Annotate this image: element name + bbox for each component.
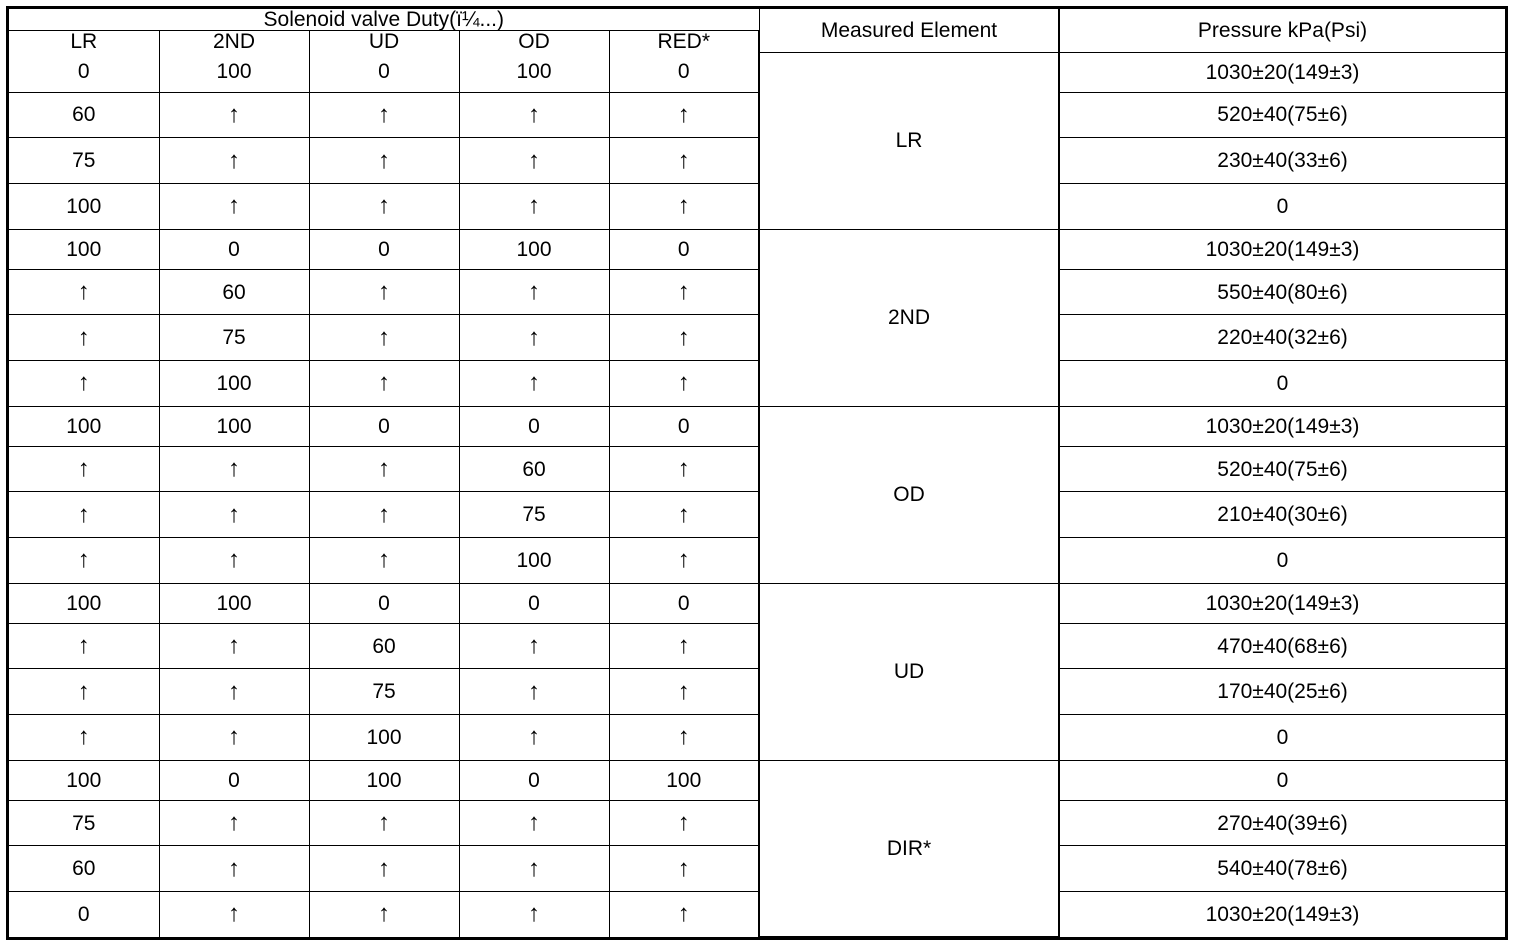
duty-cell-2nd: 0 bbox=[159, 229, 309, 269]
duty-cell-ud: ↑ bbox=[309, 446, 459, 492]
duty-cell-ud: ↑ bbox=[309, 892, 459, 937]
duty-cell-lr: ↑ bbox=[9, 623, 159, 669]
duty-cell-od: ↑ bbox=[459, 715, 609, 761]
duty-cell-ud: 0 bbox=[309, 229, 459, 269]
pressure-cell: 470±40(68±6) bbox=[1059, 623, 1505, 669]
duty-cell-2nd: 0 bbox=[159, 760, 309, 800]
table-row bbox=[9, 229, 1505, 269]
duty-cell-od: ↑ bbox=[459, 623, 609, 669]
duty-cell-2nd: ↑ bbox=[159, 92, 309, 138]
duty-cell-od: 0 bbox=[459, 760, 609, 800]
table-row bbox=[9, 715, 1505, 761]
duty-column-header-lr: LR bbox=[9, 31, 159, 53]
duty-column-header-od: OD bbox=[459, 31, 609, 53]
pressure-cell: 520±40(75±6) bbox=[1059, 92, 1505, 138]
duty-cell-ud: ↑ bbox=[309, 360, 459, 406]
duty-cell-lr: 100 bbox=[9, 406, 159, 446]
duty-cell-red: ↑ bbox=[609, 623, 759, 669]
solenoid-duty-group-header: Solenoid valve Duty(ï¼...) bbox=[9, 9, 759, 31]
duty-cell-lr: ↑ bbox=[9, 269, 159, 315]
measured-element-cell: 2ND bbox=[759, 229, 1059, 406]
pressure-test-table bbox=[6, 6, 1508, 940]
solenoid-duty-table bbox=[9, 9, 1505, 937]
duty-cell-2nd: ↑ bbox=[159, 623, 309, 669]
duty-column-header-ud: UD bbox=[309, 31, 459, 53]
duty-cell-red: ↑ bbox=[609, 183, 759, 229]
duty-cell-red: 100 bbox=[609, 760, 759, 800]
duty-cell-ud: ↑ bbox=[309, 846, 459, 892]
duty-cell-2nd: ↑ bbox=[159, 446, 309, 492]
duty-cell-od: ↑ bbox=[459, 269, 609, 315]
duty-cell-od: ↑ bbox=[459, 669, 609, 715]
duty-cell-ud: ↑ bbox=[309, 269, 459, 315]
pressure-cell: 1030±20(149±3) bbox=[1059, 583, 1505, 623]
table-row bbox=[9, 760, 1505, 800]
duty-cell-2nd: 75 bbox=[159, 315, 309, 361]
duty-cell-lr: 60 bbox=[9, 92, 159, 138]
duty-cell-ud: 100 bbox=[309, 715, 459, 761]
duty-cell-od: 0 bbox=[459, 406, 609, 446]
table-row bbox=[9, 92, 1505, 138]
pressure-cell: 1030±20(149±3) bbox=[1059, 406, 1505, 446]
duty-cell-red: 0 bbox=[609, 52, 759, 92]
table-row bbox=[9, 183, 1505, 229]
duty-cell-2nd: ↑ bbox=[159, 715, 309, 761]
duty-cell-red: ↑ bbox=[609, 138, 759, 184]
duty-cell-red: ↑ bbox=[609, 846, 759, 892]
duty-cell-2nd: ↑ bbox=[159, 892, 309, 937]
duty-cell-od: ↑ bbox=[459, 138, 609, 184]
duty-cell-ud: 75 bbox=[309, 669, 459, 715]
duty-cell-red: ↑ bbox=[609, 800, 759, 846]
table-row bbox=[9, 269, 1505, 315]
duty-cell-2nd: ↑ bbox=[159, 846, 309, 892]
duty-cell-lr: 75 bbox=[9, 800, 159, 846]
duty-cell-ud: ↑ bbox=[309, 800, 459, 846]
duty-cell-2nd: ↑ bbox=[159, 138, 309, 184]
duty-cell-2nd: 100 bbox=[159, 360, 309, 406]
pressure-cell: 0 bbox=[1059, 715, 1505, 761]
duty-cell-red: ↑ bbox=[609, 269, 759, 315]
duty-cell-red: 0 bbox=[609, 583, 759, 623]
pressure-cell: 540±40(78±6) bbox=[1059, 846, 1505, 892]
duty-cell-od: ↑ bbox=[459, 315, 609, 361]
duty-cell-red: ↑ bbox=[609, 892, 759, 937]
duty-cell-lr: ↑ bbox=[9, 537, 159, 583]
table-row bbox=[9, 800, 1505, 846]
duty-cell-ud: 0 bbox=[309, 583, 459, 623]
duty-cell-red: 0 bbox=[609, 406, 759, 446]
duty-cell-od: 60 bbox=[459, 446, 609, 492]
duty-cell-2nd: 100 bbox=[159, 52, 309, 92]
pressure-cell: 230±40(33±6) bbox=[1059, 138, 1505, 184]
duty-cell-red: ↑ bbox=[609, 537, 759, 583]
pressure-cell: 0 bbox=[1059, 360, 1505, 406]
duty-cell-lr: 100 bbox=[9, 583, 159, 623]
table-row bbox=[9, 446, 1505, 492]
table-row bbox=[9, 52, 1505, 92]
duty-cell-ud: ↑ bbox=[309, 492, 459, 538]
pressure-cell: 1030±20(149±3) bbox=[1059, 892, 1505, 937]
table-row bbox=[9, 315, 1505, 361]
duty-cell-2nd: ↑ bbox=[159, 669, 309, 715]
pressure-cell: 0 bbox=[1059, 760, 1505, 800]
duty-cell-ud: ↑ bbox=[309, 138, 459, 184]
duty-cell-lr: 60 bbox=[9, 846, 159, 892]
duty-cell-lr: 0 bbox=[9, 52, 159, 92]
table-row bbox=[9, 846, 1505, 892]
measured-element-header: Measured Element bbox=[759, 9, 1059, 52]
duty-cell-2nd: 100 bbox=[159, 406, 309, 446]
table-row bbox=[9, 360, 1505, 406]
duty-cell-2nd: ↑ bbox=[159, 183, 309, 229]
duty-cell-ud: ↑ bbox=[309, 537, 459, 583]
pressure-cell: 210±40(30±6) bbox=[1059, 492, 1505, 538]
duty-cell-2nd: ↑ bbox=[159, 537, 309, 583]
duty-cell-red: ↑ bbox=[609, 446, 759, 492]
table-row bbox=[9, 583, 1505, 623]
pressure-cell: 520±40(75±6) bbox=[1059, 446, 1505, 492]
table-row bbox=[9, 138, 1505, 184]
duty-cell-2nd: ↑ bbox=[159, 492, 309, 538]
duty-cell-ud: 60 bbox=[309, 623, 459, 669]
pressure-cell: 270±40(39±6) bbox=[1059, 800, 1505, 846]
measured-element-cell: DIR* bbox=[759, 760, 1059, 936]
duty-cell-red: ↑ bbox=[609, 360, 759, 406]
duty-cell-lr: 100 bbox=[9, 229, 159, 269]
pressure-cell: 550±40(80±6) bbox=[1059, 269, 1505, 315]
header-row-1 bbox=[9, 9, 1505, 31]
duty-cell-ud: ↑ bbox=[309, 183, 459, 229]
pressure-cell: 220±40(32±6) bbox=[1059, 315, 1505, 361]
duty-cell-red: 0 bbox=[609, 229, 759, 269]
table-row bbox=[9, 623, 1505, 669]
duty-cell-2nd: 60 bbox=[159, 269, 309, 315]
duty-cell-od: 0 bbox=[459, 583, 609, 623]
duty-cell-lr: ↑ bbox=[9, 315, 159, 361]
pressure-cell: 0 bbox=[1059, 183, 1505, 229]
duty-cell-od: ↑ bbox=[459, 360, 609, 406]
duty-cell-red: ↑ bbox=[609, 492, 759, 538]
pressure-cell: 1030±20(149±3) bbox=[1059, 52, 1505, 92]
duty-cell-ud: 100 bbox=[309, 760, 459, 800]
duty-cell-lr: 100 bbox=[9, 183, 159, 229]
measured-element-cell: UD bbox=[759, 583, 1059, 760]
duty-cell-lr: ↑ bbox=[9, 492, 159, 538]
duty-cell-od: ↑ bbox=[459, 183, 609, 229]
duty-cell-red: ↑ bbox=[609, 92, 759, 138]
duty-cell-od: 100 bbox=[459, 537, 609, 583]
duty-cell-ud: 0 bbox=[309, 52, 459, 92]
table-row bbox=[9, 669, 1505, 715]
duty-cell-od: ↑ bbox=[459, 800, 609, 846]
table-body bbox=[9, 52, 1505, 937]
pressure-cell: 170±40(25±6) bbox=[1059, 669, 1505, 715]
duty-column-header-2nd: 2ND bbox=[159, 31, 309, 53]
duty-cell-lr: ↑ bbox=[9, 446, 159, 492]
duty-cell-2nd: 100 bbox=[159, 583, 309, 623]
table-row bbox=[9, 892, 1505, 937]
duty-cell-red: ↑ bbox=[609, 669, 759, 715]
duty-cell-lr: ↑ bbox=[9, 715, 159, 761]
duty-cell-ud: 0 bbox=[309, 406, 459, 446]
duty-cell-lr: 0 bbox=[9, 892, 159, 937]
table-row bbox=[9, 492, 1505, 538]
pressure-cell: 1030±20(149±3) bbox=[1059, 229, 1505, 269]
duty-cell-lr: ↑ bbox=[9, 669, 159, 715]
duty-cell-od: ↑ bbox=[459, 846, 609, 892]
duty-cell-2nd: ↑ bbox=[159, 800, 309, 846]
duty-cell-ud: ↑ bbox=[309, 315, 459, 361]
duty-cell-od: 100 bbox=[459, 229, 609, 269]
duty-cell-red: ↑ bbox=[609, 715, 759, 761]
measured-element-cell: OD bbox=[759, 406, 1059, 583]
duty-cell-od: 75 bbox=[459, 492, 609, 538]
duty-cell-red: ↑ bbox=[609, 315, 759, 361]
duty-cell-od: 100 bbox=[459, 52, 609, 92]
duty-column-header-red: RED* bbox=[609, 31, 759, 53]
pressure-cell: 0 bbox=[1059, 537, 1505, 583]
duty-cell-ud: ↑ bbox=[309, 92, 459, 138]
duty-cell-od: ↑ bbox=[459, 892, 609, 937]
duty-cell-lr: 75 bbox=[9, 138, 159, 184]
duty-cell-lr: 100 bbox=[9, 760, 159, 800]
table-row bbox=[9, 406, 1505, 446]
pressure-header: Pressure kPa(Psi) bbox=[1059, 9, 1505, 52]
table-row bbox=[9, 537, 1505, 583]
duty-cell-od: ↑ bbox=[459, 92, 609, 138]
measured-element-cell: LR bbox=[759, 52, 1059, 229]
duty-cell-lr: ↑ bbox=[9, 360, 159, 406]
